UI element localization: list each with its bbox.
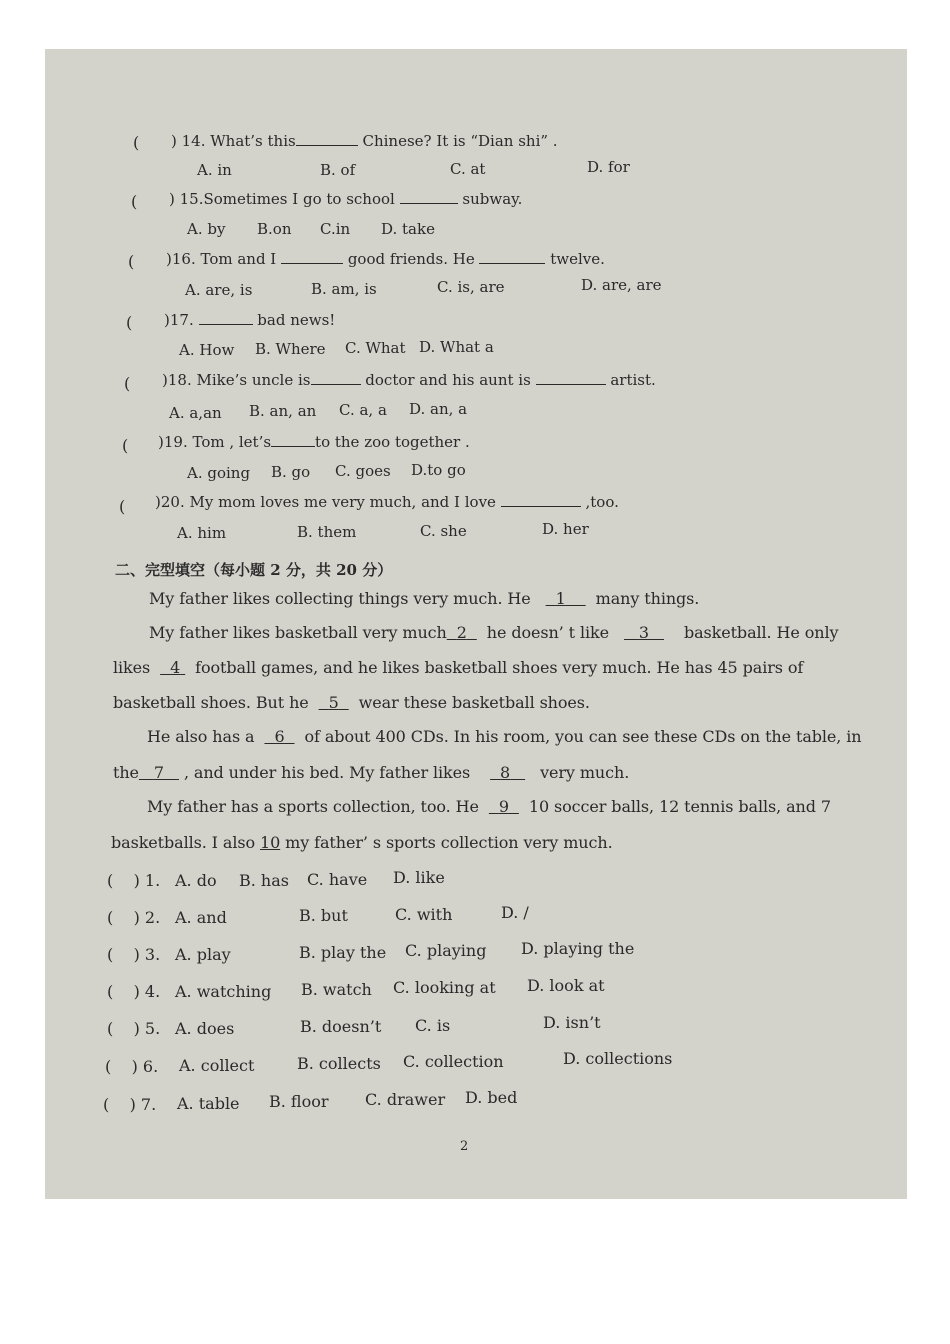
- option-b: B. of: [320, 161, 356, 179]
- option-a: A. table: [177, 1094, 240, 1113]
- option-a: A. by: [187, 220, 226, 238]
- option-b: B. has: [239, 871, 289, 890]
- option-a: A. How: [179, 341, 235, 359]
- option-d: D. What a: [419, 338, 494, 356]
- option-a: A. going: [187, 464, 251, 482]
- answer-blank: [501, 506, 581, 507]
- option-c: C.in: [320, 220, 351, 238]
- option-c: C. What: [345, 339, 406, 357]
- option-c: C. is: [415, 1016, 451, 1035]
- option-c: C. a, a: [339, 401, 387, 419]
- option-d: D. playing the: [521, 939, 635, 958]
- answer-blank: [536, 384, 606, 385]
- option-c: C. drawer: [365, 1090, 446, 1109]
- option-a: A. and: [175, 908, 227, 927]
- option-a: A. play: [175, 945, 231, 964]
- answer-bracket: (: [122, 436, 129, 455]
- exam-page: [45, 49, 907, 1199]
- passage-line-7: My father has a sports collection, too. He 9 10 soccer balls, 12 tennis balls, and 7: [147, 797, 831, 816]
- question-stem: ) 14. What’s this Chinese? It is “Dian shi” .: [171, 132, 558, 150]
- option-a: A. watching: [175, 982, 272, 1001]
- option-c: C. with: [395, 905, 453, 924]
- option-b: B. play the: [299, 943, 387, 962]
- option-b: B. them: [297, 523, 357, 541]
- question-stem: )19. Tom , let’s to the zoo together .: [158, 433, 470, 451]
- option-b: B.on: [257, 220, 292, 238]
- question-stem: ) 15.Sometimes I go to school subway.: [169, 190, 523, 208]
- answer-blank: [281, 263, 343, 264]
- option-b: B. doesn’t: [300, 1017, 382, 1036]
- option-d: D. bed: [465, 1088, 518, 1107]
- option-a: A. him: [177, 524, 227, 542]
- option-b: B. watch: [301, 980, 372, 999]
- question-stem: )18. Mike’s uncle is doctor and his aunt is artist.: [162, 371, 656, 389]
- answer-row-4: ( ) 4.: [107, 982, 161, 1001]
- option-b: B. an, an: [249, 402, 317, 420]
- answer-row-3: ( ) 3.: [107, 945, 161, 964]
- option-c: C. goes: [335, 462, 391, 480]
- option-d: D. look at: [527, 976, 605, 995]
- answer-blank: [296, 145, 358, 146]
- option-b: B. collects: [297, 1054, 381, 1073]
- answer-bracket: (: [126, 313, 133, 332]
- answer-bracket: (: [133, 133, 140, 152]
- option-c: C. she: [420, 522, 467, 540]
- answer-blank: [199, 324, 253, 325]
- passage-line-5: He also has a 6 of about 400 CDs. In his room, you can see these CDs on the table, in: [147, 727, 862, 746]
- option-d: D. her: [542, 520, 589, 538]
- answer-blank: [479, 263, 545, 264]
- passage-line-3: likes 4 football games, and he likes basketball shoes very much. He has 45 pairs of: [113, 658, 804, 677]
- option-b: B. floor: [269, 1092, 329, 1111]
- option-b: B. but: [299, 906, 348, 925]
- passage-line-1: My father likes collecting things very much. He 1 many things.: [149, 589, 700, 608]
- option-a: A. are, is: [185, 281, 253, 299]
- answer-row-6: ( ) 6.: [105, 1057, 159, 1076]
- answer-blank: [400, 203, 458, 204]
- answer-row-5: ( ) 5.: [107, 1019, 161, 1038]
- option-a: A. do: [175, 871, 217, 890]
- option-c: C. playing: [405, 941, 487, 960]
- answer-bracket: (: [128, 252, 135, 271]
- answer-row-7: ( ) 7.: [103, 1095, 157, 1114]
- option-d: D.to go: [411, 461, 466, 479]
- option-d: D. take: [381, 220, 435, 238]
- option-a: A. a,an: [169, 404, 222, 422]
- option-b: B. Where: [255, 340, 326, 358]
- answer-bracket: (: [124, 374, 131, 393]
- option-d: D. /: [501, 903, 529, 922]
- page-number: 2: [460, 1139, 469, 1154]
- option-b: B. am, is: [311, 280, 377, 298]
- question-stem: )16. Tom and I good friends. He twelve.: [166, 250, 605, 268]
- passage-line-6: the 7 , and under his bed. My father likes 8 very much.: [113, 763, 630, 782]
- option-d: D. for: [587, 158, 630, 176]
- answer-row-2: ( ) 2.: [107, 908, 161, 927]
- option-a: A. in: [197, 161, 232, 179]
- answer-blank: [311, 384, 361, 385]
- answer-bracket: (: [119, 497, 126, 516]
- passage-line-2: My father likes basketball very much 2 he doesn’ t like 3 basketball. He only: [149, 623, 839, 642]
- option-c: C. collection: [403, 1052, 504, 1071]
- answer-bracket: (: [131, 192, 138, 211]
- option-d: D. like: [393, 868, 445, 887]
- passage-line-4: basketball shoes. But he 5 wear these basketball shoes.: [113, 693, 590, 712]
- option-c: C. at: [450, 160, 486, 178]
- option-c: C. have: [307, 870, 368, 889]
- question-stem: )20. My mom loves me very much, and I love ,too.: [155, 493, 619, 511]
- option-d: D. are, are: [581, 276, 662, 294]
- option-d: D. collections: [563, 1049, 673, 1068]
- question-stem: )17. bad news!: [164, 311, 336, 329]
- section-title: 二、完型填空（每小题 2 分，共 20 分）: [115, 561, 393, 579]
- option-a: A. does: [175, 1019, 235, 1038]
- option-a: A. collect: [179, 1056, 255, 1075]
- option-c: C. is, are: [437, 278, 505, 296]
- answer-row-1: ( ) 1.: [107, 871, 161, 890]
- answer-blank: [271, 446, 315, 447]
- passage-line-8: basketballs. I also 10 my father’ s sports collection very much.: [111, 833, 613, 852]
- option-b: B. go: [271, 463, 311, 481]
- option-d: D. isn’t: [543, 1013, 601, 1032]
- option-c: C. looking at: [393, 978, 496, 997]
- option-d: D. an, a: [409, 400, 468, 418]
